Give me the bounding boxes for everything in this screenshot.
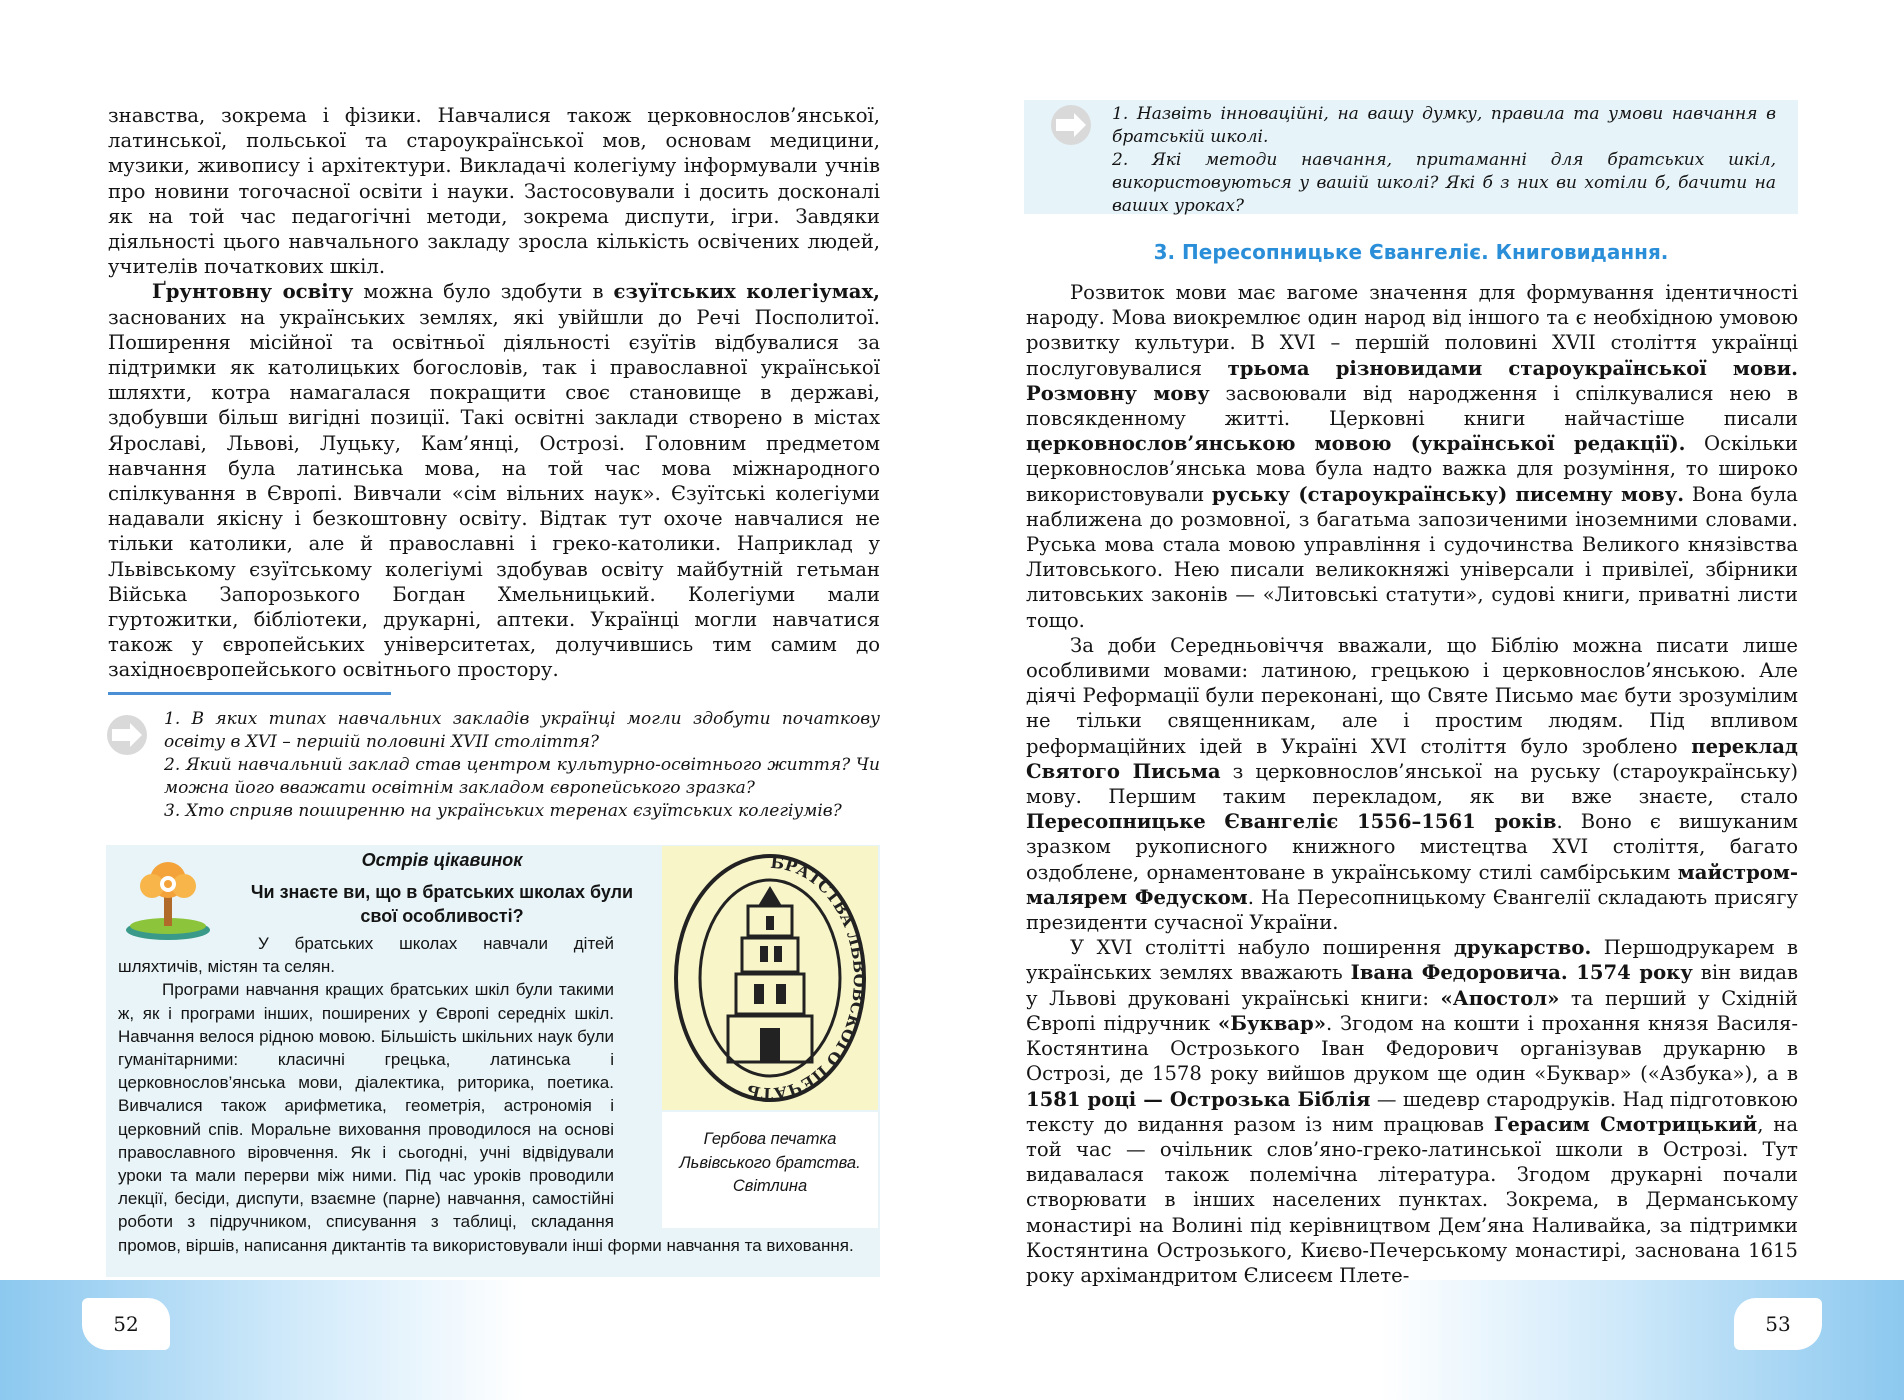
section-divider xyxy=(108,692,391,695)
paragraph: Ґрунтовну освіту можна було здобути в єзуїтських колегіумах, заснованих на українських землях, які увійшли до Речі Посполитої. Поширення місійної та освітньої діяльності єзуїтів відбувалися за підтримки як католицьких богословів, так і православної української шляхти, котра намагалася покращити своє становище в державі, здобувши більш вигідні позиції. Такі освітні заклади створено в містах Ярославі, Львові, Луцьку, Кам’янці, Острозі. Головним предметом навчання була латинська мова, на той час мова міжнародного спілкування в Європі. Вивчали «сім вільних наук». Єзуїтські колегіуми надавали якісну і безкоштовну освіту. Відтак тут охоче навчалися не тільки католики, але й православні і греко-католики. Наприклад у Львівському єзуїтському колегіумі здобував освіту майбутній гетьман Війська Запорозького Богдан Хмельницький. Колегіуми мали гуртожитки, бібліотеки, друкарні, аптеки. Українці могли навчатися також у європейських університетах, долучившись тим самим до західноєвропейського освітнього простору. xyxy=(108,280,880,682)
review-questions xyxy=(164,708,880,823)
question: 2. Які методи навчання, притаманні для братських шкіл, використовуються у вашій школі? Які б з них ви хотіли б, бачити на ваших уроках? xyxy=(1112,150,1776,216)
question: 3. Хто сприяв поширенню на українських теренах єзуїтських колегіумів? xyxy=(164,801,842,821)
question: 1. Назвіть інноваційні, на вашу думку, правила та умови навчання в братській школі. xyxy=(1112,104,1776,147)
arrow-right-icon xyxy=(1050,104,1092,146)
seal-caption: Гербова печатка Львівського братства. Світлина xyxy=(679,1130,861,1195)
fun-facts-text xyxy=(118,932,876,1257)
paragraph: Розвиток мови має вагоме значення для формування ідентичності народу. Мова виокремлює один народ від іншого та є необхідною умовою розвитку культури. В XVI – першій половині XVII століття українці послуговувалися трьома різновидами староукраїнської мови. Розмовну мову засвоювали від народження і спілкувалися нею в повсякденному житті. Церковні книги найчастіше писали церковнослов’янською мовою (української редакції). Оскільки церковнослов’янська мова була надто важка для розуміння, то широко використовували руську (староукраїнську) писемну мову. Вона була наближена до розмовної, з багатьма запозиченими іноземними словами. Руська мова стала мовою управління і судочинства Великого князівства Литовського. Нею писали великокняжі універсали і привілеї, збірники литовських законів — «Литовські статути», судові книги, приватні листи тощо. xyxy=(1026,281,1798,632)
tree-island-icon xyxy=(118,852,218,942)
seal-legend: БРАТСТВА ЛЬВОВСКОГО ПЕЧАТЬ xyxy=(744,852,870,1104)
bottom-band-decoration xyxy=(952,1280,1904,1400)
review-questions xyxy=(1112,103,1776,218)
fun-facts-title: Острів цікавинок xyxy=(361,850,523,870)
arrow-right-icon xyxy=(106,714,148,756)
paragraph: У XVI столітті набуло поширення друкарство. Першодрукарем в українських землях вважають Івана Федоровича. 1574 року він видав у Львові друковані українські книги: «Апостол» та перший у Східній Європі підручник «Буквар». Згодом на кошти і прохання князя Василя-Костянтина Острозького Іван Федорович організував друкарню в Острозі, де 1578 року вийшов друком ще один «Буквар» («Азбука»), а в 1581 році — Острозька Біблія — шедевр стародруків. Над підготовкою тексту до видання разом із ним працював Герасим Смотрицький, на той час — очільник слов’яно-греко-латинської школи в Острозі. Тут видавалася також полемічна література. Згодом друкарні почали створювати в інших населених пунктах. Зокрема, в Дерманському монастирі на Волині під керівництвом Дем’яна Наливайка, за підтримки Костянтина Острозького, Києво-Печерському монастирі, заснована 1615 року архімандритом Єлисеєм Плете- xyxy=(1026,936,1799,1287)
float-spacer xyxy=(626,932,876,1232)
paragraph: За доби Середньовіччя вважали, що Біблію можна писати лише особливими мовами: латиною, грецькою і церковнослов’янською. Але діячі Реформації були переконані, що Святе Письмо має бути зрозумілим не тільки священникам, але і простим людям. Під впливом реформаційних ідей в Україні XVI століття було зроблено переклад Святого Письма з церковнослов’янської на руську (староукраїнську) мову. Першим таким перекладом, як ви вже знаєте, стало Пересопницьке Євангеліє 1556–1561 років. Воно є вишуканим зразком рукописного книжного мистецтва XVI століття, багато оздоблене, орнаментоване в українському стилі самбірським майстром-малярем Федуском. На Пересопницькому Євангелії складають присягу президенти сучасної України. xyxy=(1026,633,1799,935)
left-body-text xyxy=(108,103,880,683)
right-body-text xyxy=(1026,280,1798,1288)
page-number: 53 xyxy=(1734,1298,1822,1350)
paragraph: знавства, зокрема і фізики. Навчалися також церковнослов’янської, латинської, польської та староукраїнської мов, основам медицини, музики, живопису і архітектури. Викладачі колегіуму інформували учнів про новини тогочасної освіти і науки. Застосовували і досить досконалі як на той час педагогічні методи, зокрема диспути, ігри. Завдяки діяльності цього навчального закладу зросла кількість освічених людей, учителів початкових шкіл. xyxy=(108,104,880,279)
question: 1. В яких типах навчальних закладів українці могли здобути початкову освіту в XVI – першій половині XVII століття? xyxy=(164,709,880,752)
fun-facts-question: Чи знаєте ви, що в братських школах були свої особливості? xyxy=(250,882,634,926)
bottom-band-decoration xyxy=(0,1280,952,1400)
paragraph: Програми навчання кращих братських шкіл були такими ж, як і програми інших, поширених у Європі середніх шкіл. Навчання велося рідною мовою. Більшість шкільних наук були гуманітарними: класичні грецька, латинська і церковнослов’янська мови, діалектика, риторика, поетика. Вивчалися також арифметика, геометрія, астрономія і церковний спів. Моральне виховання проводилося на основі православного віровчення. Як і сьогодні, учні відвідували уроки та мали перерви між ними. Під час уроків проводили лекції, бесіди, диспути, взаємне (парне) навчання, самостійні роботи з підручником, списування з таблиці, складання промов, віршів, написання диктантів та використовували інші форми навчання та виховання. xyxy=(118,980,854,1255)
question: 2. Який навчальний заклад став центром культурно-освітнього життя? Чи можна його вважати освітнім закладом європейського зразка? xyxy=(164,755,880,798)
paragraph: У братських школах навчали дітей шляхтичів, містян та селян. xyxy=(118,934,614,977)
section-heading: 3. Пересопницьке Євангеліє. Книговидання. xyxy=(1153,240,1669,264)
page-number: 52 xyxy=(82,1298,170,1350)
